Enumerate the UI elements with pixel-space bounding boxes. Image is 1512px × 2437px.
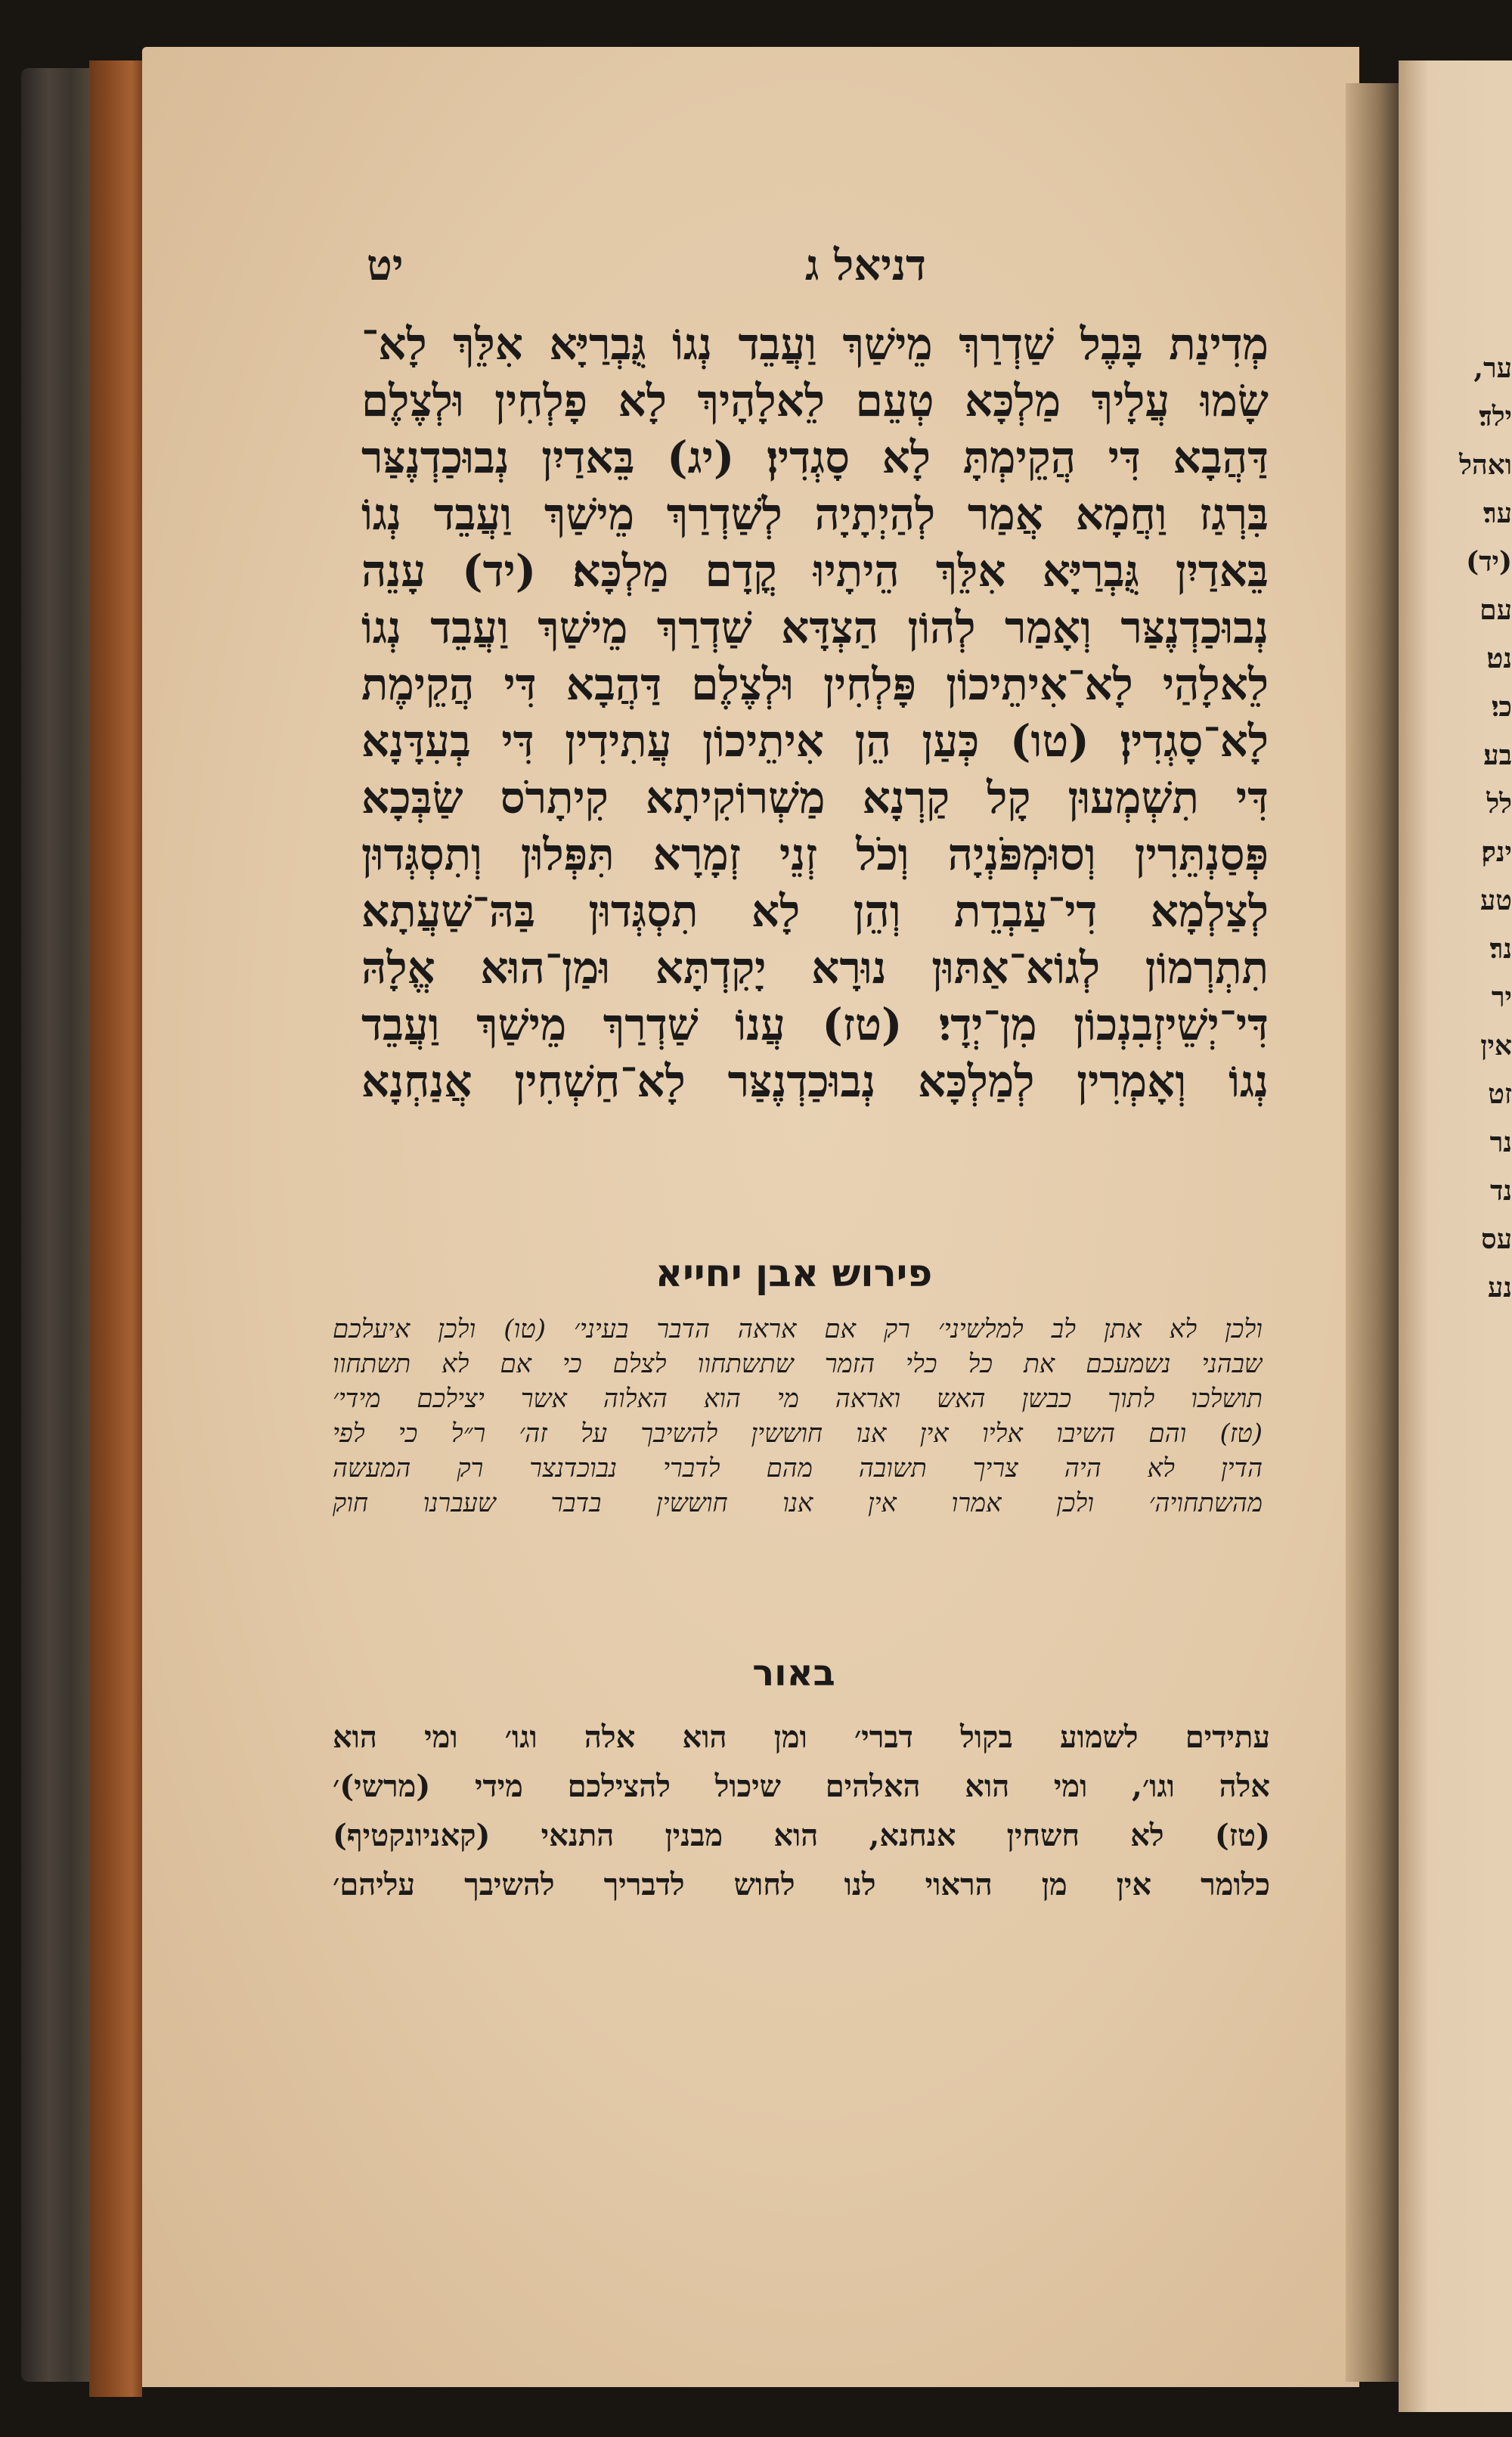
commentary-line: ולכן לא אתן לב למלשיני׳ רק אם אראה הדבר בעיני׳ (טו) ולכן איעלכם [333,1314,1263,1344]
facing-fragment: כי׃ [1491,691,1512,723]
text-line: דַּהֲבָא דִּי הֲקֵימְתָּ לָא סָגְדִין׃ (יג) בֵּאדַיִן נְבוּכַדְנֶצַּר [361,432,1269,483]
text-line: שָׂמוּ עֲלָיךְ מַלְכָּא טְעֵם לֵאלָהָיךְ לָא פָלְחִין וּלְצֶלֶם [361,375,1269,426]
facing-fragment: ינק׃ [1481,836,1512,868]
facing-fragment: זט [1488,1078,1512,1110]
text-line: לְצַלְמָא דִי־עַבְדֵת וְהֵן לָא תִסְגְּדוּן בַּהּ־שַׁעֲתָא [361,885,1269,937]
facing-fragment: נע [1487,1272,1512,1304]
commentary-line: (טז) והם השיבו אליו אין אנו חוששין להשיבך על זה׳ ר״ל כי לפי [333,1418,1263,1449]
facing-fragment: ער׃ [1483,498,1512,529]
commentary-line: הדין לא היה צריך תשובה מהם לדברי נבוכדנצר רק המעשה [333,1453,1263,1484]
text-line: דִּי־יְשֵׁיזְבִנְכוֹן מִן־יְדָי׃ (טז) עֲנוֹ שַׁדְרַךְ מֵישַׁךְ וַעֲבֵד [361,999,1269,1050]
facing-fragment: נר [1489,1127,1512,1158]
text-line: נְגוֹ וְאָמְרִין לְמַלְכָּא נְבוּכַדְנֶצַּר לָא־חַשְׁחִין אֲנַחְנָא [361,1056,1269,1107]
facing-fragment: (יד) [1466,546,1512,578]
biur-line: כלומר אין מן הראוי לנו לחוש לדבריך להשיבך עליהם׳ [333,1867,1270,1902]
facing-fragment: ער, [1473,352,1512,384]
facing-fragment: לל [1486,788,1512,820]
biur-line: עתידים לשמוע בקול דברי׳ ומן הוא אלה וגו׳ ומי הוא [333,1719,1270,1755]
text-line: נְבוּכַדְנֶצַּר וְאָמַר לְהוֹן הַצְדָּא שַׁדְרַךְ מֵישַׁךְ וַעֲבֵד נְגוֹ [361,602,1269,653]
facing-fragment: נט׃ [1486,643,1512,674]
text-line: דִּי תִשְׁמְעוּן קָל קַרְנָא מַשְׁרוֹקִיתָא קִיתָרֹס שַׂבְּכָא [361,772,1269,823]
biur-line: אלה וגו׳, ומי הוא האלהים שיכול להצילכם מידי (מרשי)׳ [333,1769,1270,1804]
biur-text [333,1713,1270,1909]
biur-line: (טז) לא חשחין אנחנא, הוא מבנין התנאי (קאניונקטיף) [333,1818,1270,1853]
text-line: לָא־סָגְדִין׃ (טו) כְּעַן הֵן אִיתֵיכוֹן עֲתִידִין דִּי בְעִדָּנָא [361,715,1269,767]
text-line: תִתְרְמוֹן לְגוֹא־אַתּוּן נוּרָא יָקִדְתָּא וּמַן־הוּא אֱלָהּ [361,942,1269,994]
facing-fragment: טע [1479,885,1512,916]
facing-fragment: נד [1489,1175,1512,1207]
commentary-line: שבהני נשמעכם את כל כלי הזמר שתשתחוו לצלם כי אם לא תשתחוו [333,1349,1263,1379]
facing-fragment: יר [1491,981,1512,1013]
running-header [367,240,926,301]
text-line: בֵּאדַיִן גֻּבְרַיָּא אִלֵּךְ הֵיתָיוּ קֳדָם מַלְכָּא׃ (יד) עָנֵה [361,545,1269,597]
facing-fragment: ואהל [1459,449,1512,481]
text-line: בִּרְגַז וַחֲמָא אֲמַר לְהַיְתָיָה לְשַׁדְרַךְ מֵישַׁךְ וַעֲבֵד נְגוֹ [361,488,1269,540]
book-gutter [1346,83,1406,2382]
commentary-heading: פירוש אבן יחייא [655,1251,933,1295]
facing-page-text [1440,344,1512,1312]
running-title: דניאל ג [805,240,926,290]
facing-fragment: בע׃ [1483,739,1512,771]
facing-fragment: אין [1480,1030,1512,1062]
commentary-line: מהשתחויה׳ ולכן אמרו אין אנו חוששין בדבר שעברנו חוק [333,1488,1263,1518]
text-line: לֵאלָהַי לָא־אִיתֵיכוֹן פָּלְחִין וּלְצֶלֶם דַּהֲבָא דִּי הֲקֵימֶת [361,659,1269,710]
main-text [361,316,1269,1110]
page-number: יט [367,240,404,290]
facing-fragment: ילד׃ [1479,401,1512,433]
text-line: מְדִינַת בָּבֶל שַׁדְרַךְ מֵישַׁךְ וַעֲבֵד נְגוֹ גֻּבְרַיָּא אִלֵּךְ לָא־ [361,318,1269,370]
facing-fragment: נר׃ [1489,933,1512,965]
commentary-text [333,1312,1263,1521]
commentary-line: תושלכו לתוך כבשן האש ואראה מי הוא האלוה אשר יצילכם מידי׳ [333,1384,1263,1414]
facing-fragment: עס [1481,1223,1512,1255]
biur-heading: באור [752,1652,835,1694]
text-line: פְּסַנְתֵּרִין וְסוּמְפֹּנְיָה וְכֹל זְנֵי זְמָרָא תִּפְּלוּן וְתִסְגְּדוּן [361,829,1269,880]
facing-fragment: עם [1479,594,1512,626]
page-edge [89,60,142,2397]
